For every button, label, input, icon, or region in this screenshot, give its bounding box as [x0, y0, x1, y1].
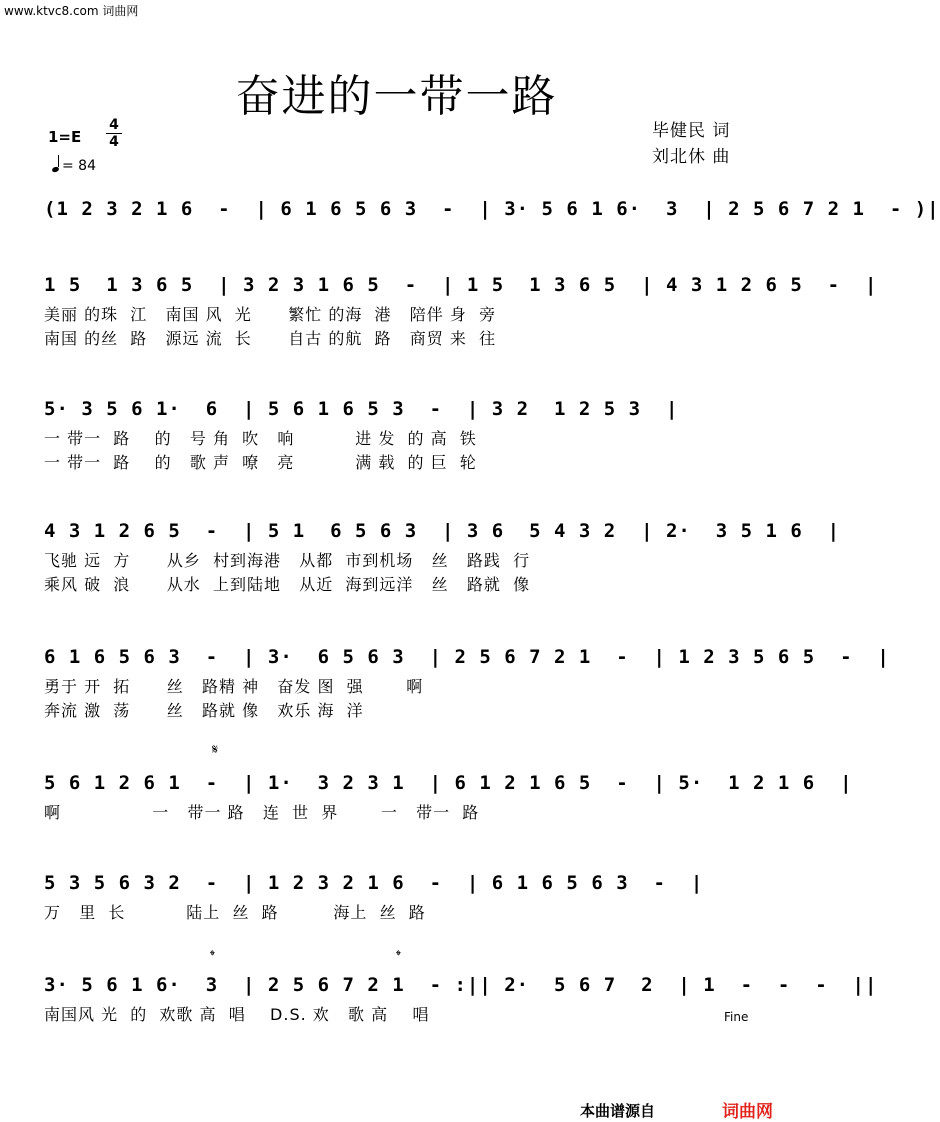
- lyric-verse-2: [44, 326, 754, 350]
- coda-sign-icon-2: 𝄌: [396, 948, 401, 964]
- source-label: 本曲谱源自: [580, 1102, 656, 1120]
- key-signature: 1=E: [48, 128, 82, 146]
- lyric-verse-2: [44, 572, 754, 596]
- lyric-text: 万 里 长 陆上 丝 路 海上 丝 路: [44, 903, 426, 922]
- notation-text: 3· 5 6 1 6· 3 | 2 5 6 7 2 1 - :|| 2· 5 6 7 2 | 1 - - - ||: [44, 974, 878, 996]
- staff-system-3: [44, 398, 754, 474]
- staff-system-5: [44, 646, 890, 722]
- lyric-text: 美丽 的珠 江 南国 风 光 繁忙 的海 港 陪伴 身 旁: [44, 305, 497, 324]
- quarter-note-stem: [58, 155, 59, 167]
- staff-system-4: [44, 520, 841, 596]
- tempo-value: = 84: [62, 158, 96, 174]
- notation-line: [44, 398, 754, 426]
- notation-line: [44, 274, 878, 302]
- notation-text: 5· 3 5 6 1· 6 | 5 6 1 6 5 3 - | 3 2 1 2 5 3 |: [44, 398, 679, 420]
- lyric-verse-1: [44, 900, 754, 924]
- notation-line: [44, 772, 853, 800]
- lyric-verse-1: [44, 800, 754, 824]
- notation-line: [44, 872, 754, 900]
- staff-system-6: [44, 742, 853, 824]
- lyric-verse-1: [44, 548, 754, 572]
- lyric-text: 飞驰 远 方 从乡 村到海港 从都 市到机场 丝 路践 行: [44, 551, 531, 570]
- lyric-verse-2: [44, 698, 754, 722]
- lyric-text: 勇于 开 拓 丝 路精 神 奋发 图 强 啊: [44, 677, 424, 696]
- staff-system-1: [44, 198, 940, 226]
- time-signature-top: 4: [109, 117, 119, 133]
- segno-sign-icon: 𝄋: [212, 742, 219, 758]
- notation-text: 1 5 1 3 6 5 | 3 2 3 1 6 5 - | 1 5 1 3 6 5 | 4 3 1 2 6 5 - |: [44, 274, 878, 296]
- notation-text: 5 3 5 6 3 2 - | 1 2 3 2 1 6 - | 6 1 6 5 6 3 - |: [44, 872, 704, 894]
- notation-text: 4 3 1 2 6 5 - | 5 1 6 5 6 3 | 3 6 5 4 3 2 | 2· 3 5 1 6 |: [44, 520, 841, 542]
- site-logo[interactable]: 词曲网: [722, 1102, 773, 1122]
- lyric-text: 一 带一 路 的 号 角 吹 响 进 发 的 高 铁: [44, 429, 477, 448]
- lyric-text: 奔流 激 荡 丝 路就 像 欢乐 海 洋: [44, 701, 364, 720]
- time-signature: [106, 118, 122, 149]
- lyric-verse-1: [44, 1002, 754, 1026]
- notation-text: 5 6 1 2 6 1 - | 1· 3 2 3 1 | 6 1 2 1 6 5 - | 5· 1 2 1 6 |: [44, 772, 853, 794]
- lyric-verse-1: [44, 302, 754, 326]
- credits: [652, 118, 730, 170]
- lyric-verse-1: [44, 426, 754, 450]
- notation-text: 6 1 6 5 6 3 - | 3· 6 5 6 3 | 2 5 6 7 2 1 - | 1 2 3 5 6 5 - |: [44, 646, 890, 668]
- song-title: 奋进的一带一路: [235, 71, 558, 122]
- quarter-note-icon: [51, 166, 59, 173]
- staff-system-7: [44, 872, 754, 924]
- staff-system-2: [44, 274, 878, 350]
- lyric-verse-2: [44, 450, 754, 474]
- notation-line: [44, 646, 890, 674]
- lyric-text: 南国风 光 的 欢歌 高 唱 D.S. 欢 歌 高 唱: [44, 1005, 430, 1024]
- lyric-text: 南国 的丝 路 源远 流 长 自古 的航 路 商贸 来 往: [44, 329, 497, 348]
- notation-line: [44, 198, 940, 226]
- lyric-verse-1: [44, 674, 754, 698]
- lyric-text: 一 带一 路 的 歌 声 嘹 亮 满 载 的 巨 轮: [44, 453, 477, 472]
- notation-line: [44, 520, 841, 548]
- notation-line: [44, 974, 878, 1002]
- lyricist-credit: 毕健民 词: [652, 121, 731, 141]
- lyric-text: 啊 一 带一 路 连 世 界 一 带一 路: [44, 803, 480, 822]
- composer-credit: 刘北休 曲: [652, 147, 731, 167]
- fine-marking: Fine: [724, 1010, 749, 1024]
- coda-sign-icon: 𝄌: [210, 948, 215, 964]
- lyric-text: 乘风 破 浪 从水 上到陆地 从近 海到远洋 丝 路就 像: [44, 575, 531, 594]
- site-watermark: www.ktvc8.com 词曲网: [4, 4, 139, 18]
- time-signature-bottom: 4: [109, 134, 119, 150]
- tempo-marking: [52, 158, 96, 174]
- notation-text: (1 2 3 2 1 6 - | 6 1 6 5 6 3 - | 3· 5 6 1 6· 3 | 2 5 6 7 2 1 - )|: [44, 198, 940, 220]
- staff-system-8: [44, 948, 878, 1026]
